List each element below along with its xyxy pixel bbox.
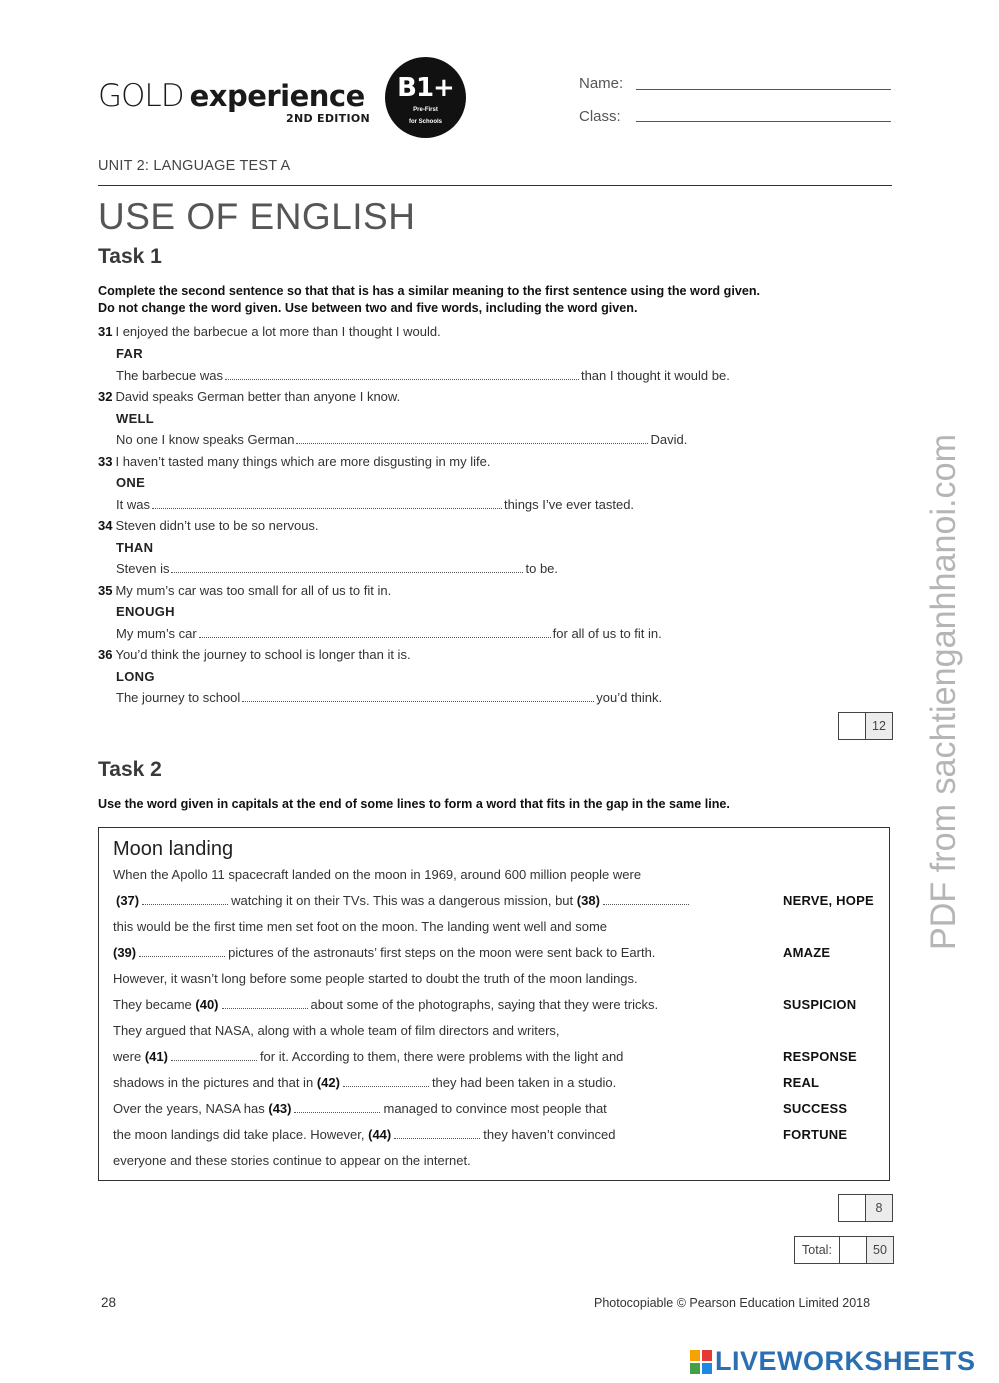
text-line-8 bbox=[113, 1049, 623, 1064]
gap-number-42: (42) bbox=[316, 1075, 340, 1090]
text-segment: for it. According to them, there were problems with the light and bbox=[259, 1049, 624, 1064]
text-segment: they haven’t convinced bbox=[483, 1127, 616, 1142]
answer-gap-39[interactable] bbox=[139, 945, 225, 957]
text-line-10 bbox=[113, 1101, 607, 1116]
task1-instruction-line-2: Do not change the word given. Use between two and five words, including the word given. bbox=[98, 301, 638, 315]
question-number: 34 bbox=[98, 518, 113, 533]
keyword-32: WELL bbox=[116, 411, 155, 426]
question-35 bbox=[98, 583, 391, 598]
answer-after: David. bbox=[650, 432, 688, 447]
text-segment: they had been taken in a studio. bbox=[431, 1075, 617, 1090]
answer-gap-37[interactable] bbox=[142, 893, 228, 905]
liveworksheets-logo[interactable] bbox=[690, 1346, 976, 1377]
badge-sub-1: Pre-First bbox=[413, 107, 438, 113]
text-line-6 bbox=[113, 997, 658, 1012]
icon-square bbox=[690, 1350, 700, 1361]
answer-before: My mum’s car bbox=[116, 626, 197, 641]
answer-gap-35[interactable] bbox=[199, 626, 551, 638]
class-field[interactable] bbox=[636, 121, 891, 122]
answer-before: The barbecue was bbox=[116, 368, 223, 383]
text-line-9 bbox=[113, 1075, 616, 1090]
gap-number-39: (39) bbox=[113, 945, 137, 960]
text-segment: about some of the photographs, saying that they were tricks. bbox=[310, 997, 659, 1012]
capitals-word-9: REAL bbox=[783, 1075, 820, 1090]
keyword-33: ONE bbox=[116, 475, 146, 490]
task2-score-box bbox=[838, 1194, 893, 1222]
text-title: Moon landing bbox=[113, 838, 234, 860]
text-segment: watching it on their TVs. This was a dangerous mission, but bbox=[231, 893, 574, 908]
page-number: 28 bbox=[101, 1295, 117, 1310]
question-36 bbox=[98, 647, 411, 662]
answer-gap-43[interactable] bbox=[294, 1101, 380, 1113]
icon-square bbox=[702, 1363, 712, 1374]
text-segment: the moon landings did take place. However, bbox=[113, 1127, 365, 1142]
gap-number-38: (38) bbox=[576, 893, 600, 908]
task2-instruction: Use the word given in capitals at the end of some lines to form a word that fits in the gap in the same line. bbox=[98, 797, 730, 811]
keyword-35: ENOUGH bbox=[116, 604, 175, 619]
gap-number-44: (44) bbox=[368, 1127, 392, 1142]
liveworksheets-brand: LIVEWORKSHEETS bbox=[715, 1346, 976, 1376]
text-segment: managed to convince most people that bbox=[383, 1101, 607, 1116]
answer-gap-38[interactable] bbox=[603, 893, 689, 905]
answer-gap-42[interactable] bbox=[343, 1075, 429, 1087]
answer-gap-40[interactable] bbox=[222, 997, 308, 1009]
answer-gap-44[interactable] bbox=[394, 1127, 480, 1139]
question-number: 35 bbox=[98, 583, 113, 598]
answer-gap-32[interactable] bbox=[296, 432, 648, 444]
answer-gap-33[interactable] bbox=[152, 497, 502, 509]
class-label: Class: bbox=[579, 108, 621, 125]
copyright-notice: Photocopiable © Pearson Education Limited 2018 bbox=[594, 1296, 871, 1310]
text-line-4 bbox=[113, 945, 655, 960]
answer-after: for all of us to fit in. bbox=[552, 626, 662, 641]
question-31 bbox=[98, 324, 441, 339]
answer-after: you’d think. bbox=[596, 690, 663, 705]
question-number: 33 bbox=[98, 454, 113, 469]
total-label: Total: bbox=[795, 1237, 840, 1263]
gap-number-41: (41) bbox=[144, 1049, 168, 1064]
text-line-2 bbox=[116, 893, 692, 908]
answer-gap-34[interactable] bbox=[171, 561, 523, 573]
keyword-34: THAN bbox=[116, 540, 154, 555]
moon-landing-text-box bbox=[98, 827, 890, 1181]
answer-before: No one I know speaks German bbox=[116, 432, 295, 447]
question-sentence: You’d think the journey to school is longer than it is. bbox=[115, 647, 411, 662]
question-number: 36 bbox=[98, 647, 113, 662]
header-divider bbox=[98, 185, 892, 186]
capitals-word-8: RESPONSE bbox=[783, 1049, 857, 1064]
task1-score-box bbox=[838, 712, 893, 740]
watermark bbox=[924, 420, 963, 950]
gap-number-43: (43) bbox=[268, 1101, 292, 1116]
text-segment: pictures of the astronauts’ first steps on the moon were sent back to Earth. bbox=[228, 945, 656, 960]
question-sentence: My mum’s car was too small for all of us to fit in. bbox=[115, 583, 392, 598]
answer-gap-41[interactable] bbox=[171, 1049, 257, 1061]
capitals-word-10: SUCCESS bbox=[783, 1101, 848, 1116]
answer-after: to be. bbox=[525, 561, 559, 576]
text-segment: Over the years, NASA has bbox=[113, 1101, 265, 1116]
question-33 bbox=[98, 454, 490, 469]
liveworksheets-icon bbox=[690, 1350, 712, 1374]
text-line-3: this would be the first time men set foot on the moon. The landing went well and some bbox=[113, 919, 608, 934]
answer-before: It was bbox=[116, 497, 150, 512]
question-sentence: Steven didn’t use to be so nervous. bbox=[115, 518, 319, 533]
text-line-7: They argued that NASA, along with a whole team of film directors and writers, bbox=[113, 1023, 560, 1038]
capitals-word-6: SUSPICION bbox=[783, 997, 857, 1012]
text-line-1: When the Apollo 11 spacecraft landed on the moon in 1969, around 600 million people were bbox=[113, 867, 642, 882]
badge-level: B1+ bbox=[397, 73, 454, 103]
answer-after: things I’ve ever tasted. bbox=[503, 497, 635, 512]
text-segment: shadows in the pictures and that in bbox=[113, 1075, 314, 1090]
answer-gap-31[interactable] bbox=[225, 368, 579, 380]
total-score-input[interactable] bbox=[840, 1237, 867, 1263]
answer-before: Steven is bbox=[116, 561, 170, 576]
text-segment: They became bbox=[113, 997, 192, 1012]
watermark-text: PDF from sachtienganhhanoi.com bbox=[924, 420, 963, 950]
question-32 bbox=[98, 389, 400, 404]
answer-line-32 bbox=[116, 432, 687, 447]
task1-instruction bbox=[98, 283, 760, 317]
icon-square bbox=[702, 1350, 712, 1361]
text-line-12: everyone and these stories continue to appear on the internet. bbox=[113, 1153, 471, 1168]
total-max-score: 50 bbox=[867, 1237, 893, 1263]
question-number: 31 bbox=[98, 324, 113, 339]
text-segment: were bbox=[113, 1049, 142, 1064]
task2-score-input[interactable] bbox=[839, 1195, 866, 1221]
icon-square bbox=[690, 1363, 700, 1374]
answer-before: The journey to school bbox=[116, 690, 241, 705]
question-sentence: I enjoyed the barbecue a lot more than I thought I would. bbox=[115, 324, 441, 339]
name-field[interactable] bbox=[636, 89, 891, 90]
gap-number-40: (40) bbox=[195, 997, 219, 1012]
unit-title: UNIT 2: LANGUAGE TEST A bbox=[98, 158, 291, 174]
answer-after: than I thought it would be. bbox=[580, 368, 730, 383]
keyword-31: FAR bbox=[116, 346, 143, 361]
question-sentence: David speaks German better than anyone I know. bbox=[115, 389, 401, 404]
badge-sub-2: for Schools bbox=[408, 119, 442, 125]
total-score-box bbox=[794, 1236, 894, 1264]
task1-max-score: 12 bbox=[866, 713, 892, 739]
question-number: 32 bbox=[98, 389, 113, 404]
task1-instruction-line-1: Complete the second sentence so that that is has a similar meaning to the first sentence using the word given. bbox=[98, 284, 761, 298]
capitals-word-11: FORTUNE bbox=[783, 1127, 848, 1142]
capitals-word-4: AMAZE bbox=[783, 945, 831, 960]
answer-gap-36[interactable] bbox=[242, 690, 594, 702]
answer-line-31 bbox=[116, 368, 730, 383]
answer-line-34 bbox=[116, 561, 558, 576]
edition-label: 2ND EDITION bbox=[286, 112, 371, 125]
logo-experience-text: experience bbox=[189, 79, 365, 113]
name-label: Name: bbox=[579, 75, 624, 92]
section-title: USE OF ENGLISH bbox=[98, 196, 416, 237]
keyword-36: LONG bbox=[116, 669, 155, 684]
answer-line-33 bbox=[116, 497, 634, 512]
task2-title: Task 2 bbox=[98, 758, 162, 781]
gap-number-37: (37) bbox=[116, 893, 140, 908]
level-badge bbox=[385, 57, 466, 138]
question-sentence: I haven’t tasted many things which are more disgusting in my life. bbox=[115, 454, 491, 469]
capitals-word-2: NERVE, HOPE bbox=[783, 893, 874, 908]
text-line-5: However, it wasn’t long before some people started to doubt the truth of the moon landings. bbox=[113, 971, 638, 986]
task1-title: Task 1 bbox=[98, 245, 162, 268]
task1-score-input[interactable] bbox=[839, 713, 866, 739]
text-line-11 bbox=[113, 1127, 616, 1142]
answer-line-35 bbox=[116, 626, 662, 641]
task2-max-score: 8 bbox=[866, 1195, 892, 1221]
answer-line-36 bbox=[116, 690, 662, 705]
question-34 bbox=[98, 518, 319, 533]
logo-gold-text: GOLD bbox=[98, 78, 184, 114]
